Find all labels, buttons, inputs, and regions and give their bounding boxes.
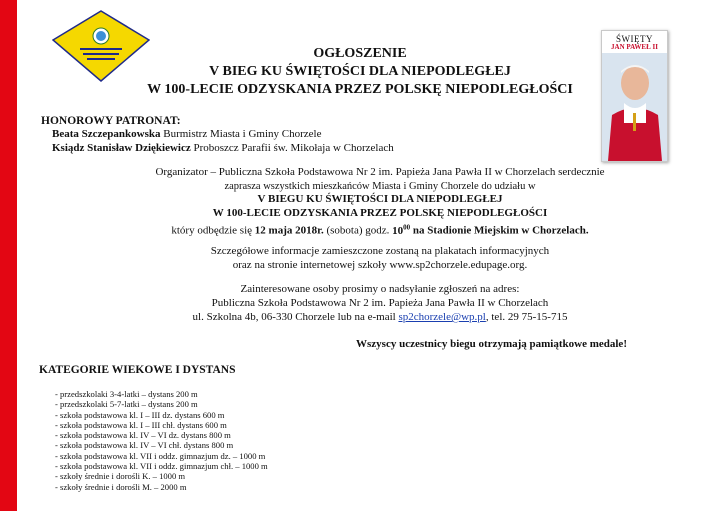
patron-2-role: Proboszcz Parafii św. Mikołaja w Chorzelach: [193, 142, 394, 154]
contact-phone: , tel. 29 75-15-715: [485, 311, 568, 323]
contact-email-link[interactable]: sp2chorzele@wp.pl: [398, 311, 486, 323]
patron-1-name: Beata Szczepankowska: [52, 128, 161, 140]
categories-list: [55, 389, 268, 492]
medals-note: Wszyscy uczestnicy biegu otrzymają pamiątkowe medale!: [356, 338, 627, 350]
list-item: - przedszkolaki 3-4-latki – dystans 200 m: [55, 389, 198, 399]
list-item: - szkoła podstawowa kl. VII i oddz. gimnazjum chł. – 1000 m: [55, 461, 268, 472]
red-margin-bar: [0, 0, 17, 511]
list-item: - szkoła podstawowa kl. IV – VI dz. dystans 800 m: [55, 430, 231, 441]
announcement-subtitle-2: W 100-LECIE ODZYSKANIA PRZEZ POLSKĘ NIEPODLEGŁOŚCI: [147, 82, 573, 97]
patron-1: [52, 128, 321, 141]
list-item: - szkoły średnie i dorośli M. – 2000 m: [55, 481, 187, 492]
event-date-line: [60, 221, 700, 238]
event-hour: $10^{00}$: [392, 223, 411, 237]
event-date-pre: który odbędzie się: [171, 224, 253, 237]
patron-1-role: Burmistrz Miasta i Gminy Chorzele: [163, 128, 322, 140]
list-item: - szkoła podstawowa kl. IV – VI chł. dystans 800 m: [55, 440, 234, 451]
organizer-line-2: zaprasza wszystkich mieszkańców Miasta i Gminy Chorzele do udziału w: [224, 181, 536, 192]
categories-heading: KATEGORIE WIEKOWE I DYSTANS: [39, 364, 236, 376]
event-date-mid: (sobota) godz.: [326, 224, 390, 237]
event-place: na Stadionie Miejskim w Chorzelach.: [412, 224, 589, 237]
patron-2-name: Ksiądz Stanisław Dziękiewicz: [52, 142, 191, 154]
poster-title-line2: JAN PAWEŁ II: [611, 43, 658, 51]
organizer-line-3: V BIEGU KU ŚWIĘTOŚCI DLA NIEPODLEGŁEJ: [257, 193, 503, 205]
organizer-line-1: Organizator – Publiczna Szkoła Podstawowa Nr 2 im. Papieża Jana Pawła II w Chorzelach serdecznie: [155, 166, 605, 178]
contact-line-1: Zainteresowane osoby prosimy o nadsyłanie zgłoszeń na adres:: [240, 283, 520, 295]
poster-title-line1: ŚWIĘTY: [616, 34, 653, 44]
details-line-1: Szczegółowe informacje zamieszczone zostaną na plakatach informacyjnych: [210, 245, 550, 257]
pope-poster-image: [601, 30, 668, 162]
list-item: - szkoła podstawowa kl. I – III dz. dystans 600 m: [55, 409, 225, 420]
list-item: - szkoła podstawowa kl. I – III chł. dystans 600 m: [55, 419, 227, 430]
contact-line-2: Publiczna Szkoła Podstawowa Nr 2 im. Papieża Jana Pawła II w Chorzelach: [211, 297, 549, 309]
announcement-title: OGŁOSZENIE: [313, 46, 407, 61]
contact-line-3: [60, 311, 700, 324]
list-item: - przedszkolaki 5-7-latki – dystans 200 m: [55, 399, 198, 410]
patronage-heading: HONOROWY PATRONAT:: [41, 115, 181, 127]
organizer-line-4: W 100-LECIE ODZYSKANIA PRZEZ POLSKĘ NIEPODLEGŁOŚCI: [212, 207, 548, 219]
patron-2: [52, 142, 394, 155]
list-item: - szkoły średnie i dorośli K. – 1000 m: [55, 471, 186, 482]
contact-address: ul. Szkolna 4b, 06-330 Chorzele lub na e-mail: [192, 311, 396, 323]
announcement-subtitle-1: V BIEG KU ŚWIĘTOŚCI DLA NIEPODLEGŁEJ: [209, 64, 511, 79]
details-line-2: oraz na stronie internetowej szkoły www.sp2chorzele.edupage.org.: [232, 259, 528, 271]
event-date: 12 maja 2018r.: [254, 224, 324, 237]
list-item: - szkoła podstawowa kl. VII i oddz. gimnazjum dz. – 1000 m: [55, 450, 266, 461]
pope-portrait-icon: [602, 53, 667, 161]
